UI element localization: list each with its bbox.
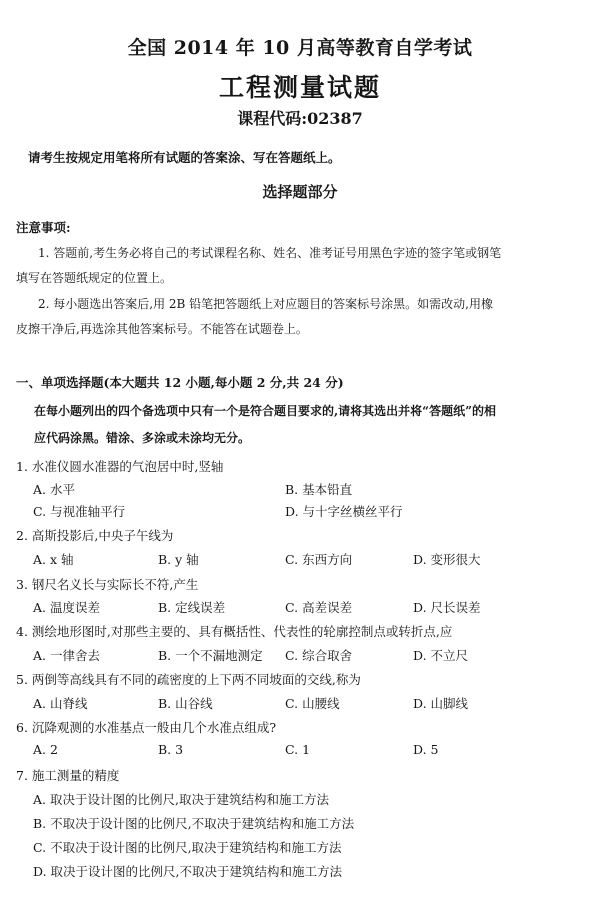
- exam-title: 全国 2014 年 10 月高等教育自学考试: [127, 37, 473, 59]
- question-4-stem: 4. 测绘地形图时,对那些主要的、具有概括性、代表性的轮廓控制点或转折点,应: [16, 624, 453, 639]
- question-3-stem: 3. 钢尺名义长与实际长不符,产生: [16, 577, 199, 592]
- question-7-stem: 7. 施工测量的精度: [16, 768, 120, 783]
- question-5-option-c: C. 山腰线: [285, 696, 340, 711]
- section-title: 选择题部分: [262, 183, 338, 201]
- question-2-option-b: B. y 轴: [158, 552, 199, 567]
- question-5-option-b: B. 山谷线: [158, 696, 213, 711]
- question-7-option-c: C. 不取决于设计图的比例尺,取决于建筑结构和施工方法: [33, 840, 342, 855]
- question-6-option-a: A. 2: [33, 742, 58, 757]
- question-6-option-b: B. 3: [158, 742, 184, 757]
- question-6-stem: 6. 沉降观测的水准基点一般由几个水准点组成?: [16, 720, 277, 735]
- question-3-option-d: D. 尺长误差: [413, 600, 481, 615]
- question-6-option-d: D. 5: [413, 742, 439, 757]
- notice-item-1-line-2: 填写在答题纸规定的位置上。: [16, 271, 173, 285]
- question-5-stem: 5. 两倒等高线具有不同的疏密度的上下两不同坡面的交线,称为: [16, 672, 361, 687]
- notice-item-1-line-1: 1. 答题前,考生务必将自己的考试课程名称、姓名、准考证号用黑色字迹的签字笔或钢笔: [38, 246, 502, 260]
- question-4-option-c: C. 综合取舍: [285, 648, 353, 663]
- notice-item-2-line-1: 2. 每小题选出答案后,用 2B 铅笔把答题纸上对应题目的答案标号涂黑。如需改动,用橡: [38, 297, 493, 311]
- question-1-stem: 1. 水准仪圆水准器的气泡居中时,竖轴: [16, 459, 224, 474]
- question-1-option-b: B. 基本铅直: [285, 482, 353, 497]
- question-2-stem: 2. 高斯投影后,中央子午线为: [16, 528, 174, 543]
- question-4-option-d: D. 不立尺: [413, 648, 469, 663]
- question-6-option-c: C. 1: [285, 742, 311, 757]
- question-3-option-b: B. 定线误差: [158, 600, 226, 615]
- answer-instruction: 请考生按规定用笔将所有试题的答案涂、写在答题纸上。: [28, 150, 341, 165]
- question-7-option-d: D. 取决于设计图的比例尺,不取决于建筑结构和施工方法: [33, 864, 342, 879]
- question-2-option-a: A. x 轴: [33, 552, 74, 567]
- question-3-option-c: C. 高差误差: [285, 600, 353, 615]
- course-code: 课程代码:02387: [237, 109, 363, 128]
- question-1-option-c: C. 与视准轴平行: [33, 504, 126, 519]
- part1-desc-line-2: 应代码涂黑。错涂、多涂或未涂均无分。: [34, 431, 251, 445]
- subject-title: 工程测量试题: [218, 73, 381, 102]
- question-1-option-a: A. 水平: [33, 482, 75, 497]
- part1-desc-line-1: 在每小题列出的四个备选项中只有一个是符合题目要求的,请将其选出并将“答题纸”的相: [34, 404, 496, 418]
- part1-heading: 一、单项选择题(本大题共 12 小题,每小题 2 分,共 24 分): [16, 375, 344, 390]
- notice-item-2-line-2: 皮擦干净后,再选涂其他答案标号。不能答在试题卷上。: [16, 322, 308, 336]
- question-2-option-d: D. 变形很大: [413, 552, 481, 567]
- question-4-option-a: A. 一律舍去: [33, 648, 100, 663]
- question-7-option-b: B. 不取决于设计图的比例尺,不取决于建筑结构和施工方法: [33, 816, 355, 831]
- question-5-option-d: D. 山脚线: [413, 696, 469, 711]
- question-4-option-b: B. 一个不漏地测定: [158, 648, 263, 663]
- question-7-option-a: A. 取决于设计图的比例尺,取决于建筑结构和施工方法: [33, 792, 329, 807]
- question-1-option-d: D. 与十字丝横丝平行: [285, 504, 403, 519]
- question-3-option-a: A. 温度误差: [33, 600, 100, 615]
- notice-label: 注意事项:: [16, 220, 71, 235]
- question-5-option-a: A. 山脊线: [33, 696, 88, 711]
- question-2-option-c: C. 东西方向: [285, 552, 353, 567]
